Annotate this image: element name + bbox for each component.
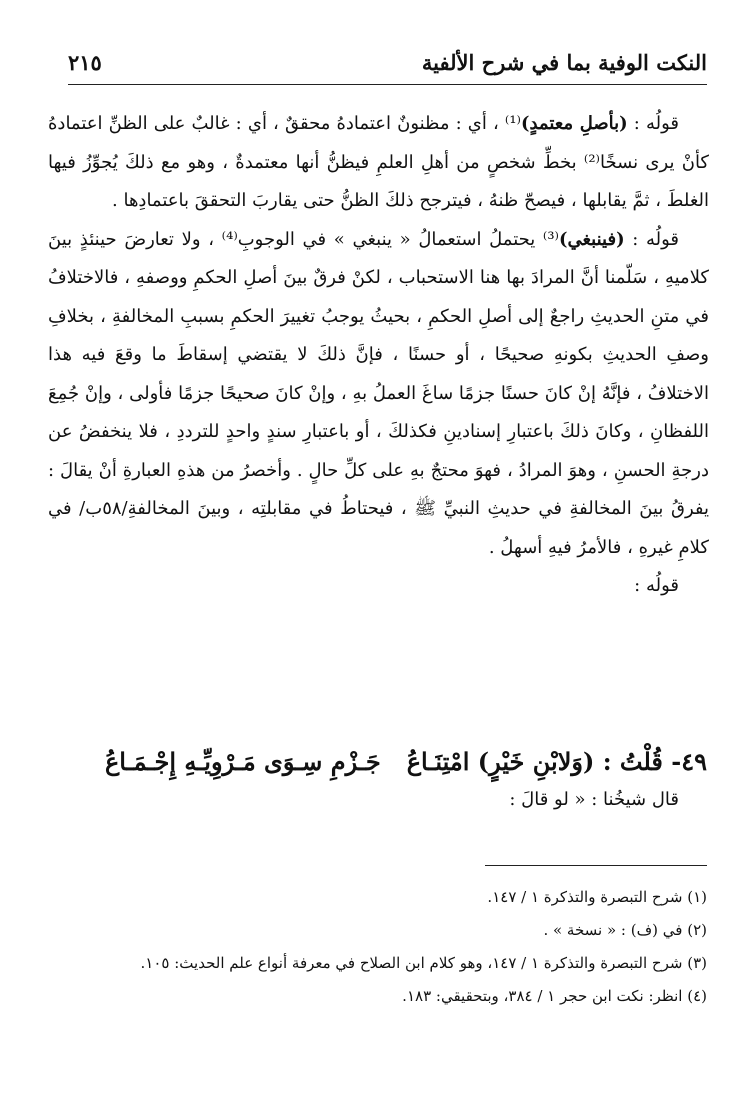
paragraph-label: قولُه : [624,228,679,250]
verse-number: ٤٩- [671,747,707,776]
closing-label: قولُه : [634,575,679,596]
lemma: (فينبغي) [558,228,625,250]
paragraph-2 [48,221,709,568]
book-title: النكت الوفية بما في شرح الألفية [421,49,707,75]
paragraph-text: ⁽¹⁾ ، أي : مظنونٌ اعتمادهُ محققٌ ، أي : غالبٌ على الظنِّ اعتمادهُ كأنْ يرى نسخًا⁽²⁾ بخطِّ شخصٍ من أهلِ العلمِ فيظنُّ أنها معتمدةٌ ، وهو مع ذلكَ يُجوِّزُ فيها الغلطَ ، ثمَّ يقابلها ، فيصحّ ظنهُ ، فيترجح ذلكَ الظنُّ حتى يقاربَ التحققَ باعتمادِها . [48,113,709,211]
paragraph-label: قولُه : [627,113,680,134]
lemma: (بأصلِ معتمدٍ) [520,113,628,134]
footnote-separator [485,865,707,866]
page-number: ٢١٥ [68,49,102,75]
running-header [68,40,707,85]
verse-lead: قُلْتُ : [602,747,663,776]
verse-line [60,742,707,782]
paragraph-1 [48,105,709,221]
footnotes [48,881,707,1013]
post-verse-line: قال شيخُنا : « لو قالَ : [509,789,679,810]
verse-hemistich-2: جَـزْمِ سِـوَى مَـرْوِيِّـهِ إِجْـمَـاعُ [104,747,381,776]
paragraph-text: ⁽³⁾ يحتملُ استعمالُ « ينبغي » في الوجوبِ⁽⁴⁾ ، ولا تعارضَ حينئذٍ بينَ كلاميهِ ، سَلّمنا أنَّ المرادَ بها هنا الاستحباب ، لكنْ فرقٌ بينَ أصلِ الحكمِ ووصفهِ ، فالاختلافُ في متنِ الحديثِ راجعٌ إلى أصلِ الحكمِ ، بحيثُ يوجبُ تغييرَ الحكمِ بسببِ المخالفةِ ، بخلافِ وصفِ الحديثِ بكونهِ صحيحًا ، أو حسنًا ، فإنَّ ذلكَ لا يقتضي إسقاطَ ما وقعَ فيه هذا الاختلافُ ، فإنَّهُ إنْ كانَ حسنًا جزمًا ساغَ العملُ بهِ ، وإنْ كانَ صحيحًا جزمًا فأولى ، وإنْ جُمِعَ اللفظانِ ، وكانَ ذلكَ باعتبارِ إسنادينِ فكذلكَ ، أو باعتبارِ سندٍ واحدٍ للترددِ ، فلا ينخفضُ عن درجةِ الحسنِ ، وهوَ المرادُ ، فهوَ محتجٌ بهِ على كلِّ حالٍ . وأخصرُ من هذهِ العبارةِ أنْ يقالَ : يفرقُ بينَ المخالفةِ في حديثِ النبيِّ ﷺ ، فيحتاطُ في مقابلتِه ، وبينَ المخالفةِ/٥٨ب/ في كلامِ غيرهِ ، فالأمرُ فيهِ أسهلُ . [48,228,709,558]
footnote-1: (١) شرح التبصرة والتذكرة ١ / ١٤٧. [487,888,707,906]
footnote-3: (٣) شرح التبصرة والتذكرة ١ / ١٤٧، وهو كلام ابن الصلاح في معرفة أنواع علم الحديث: ١٠٥. [140,954,707,972]
footnote-2: (٢) في (ف) : « نسخة » . [543,921,707,939]
verse-hemistich-1: (وَلابْنِ خَيْرٍ) امْتِنَـاعُ [406,747,595,776]
main-text [48,105,709,606]
footnote-4: (٤) انظر: نكت ابن حجر ١ / ٣٨٤، وبتحقيقي: ١٨٣. [402,987,707,1005]
